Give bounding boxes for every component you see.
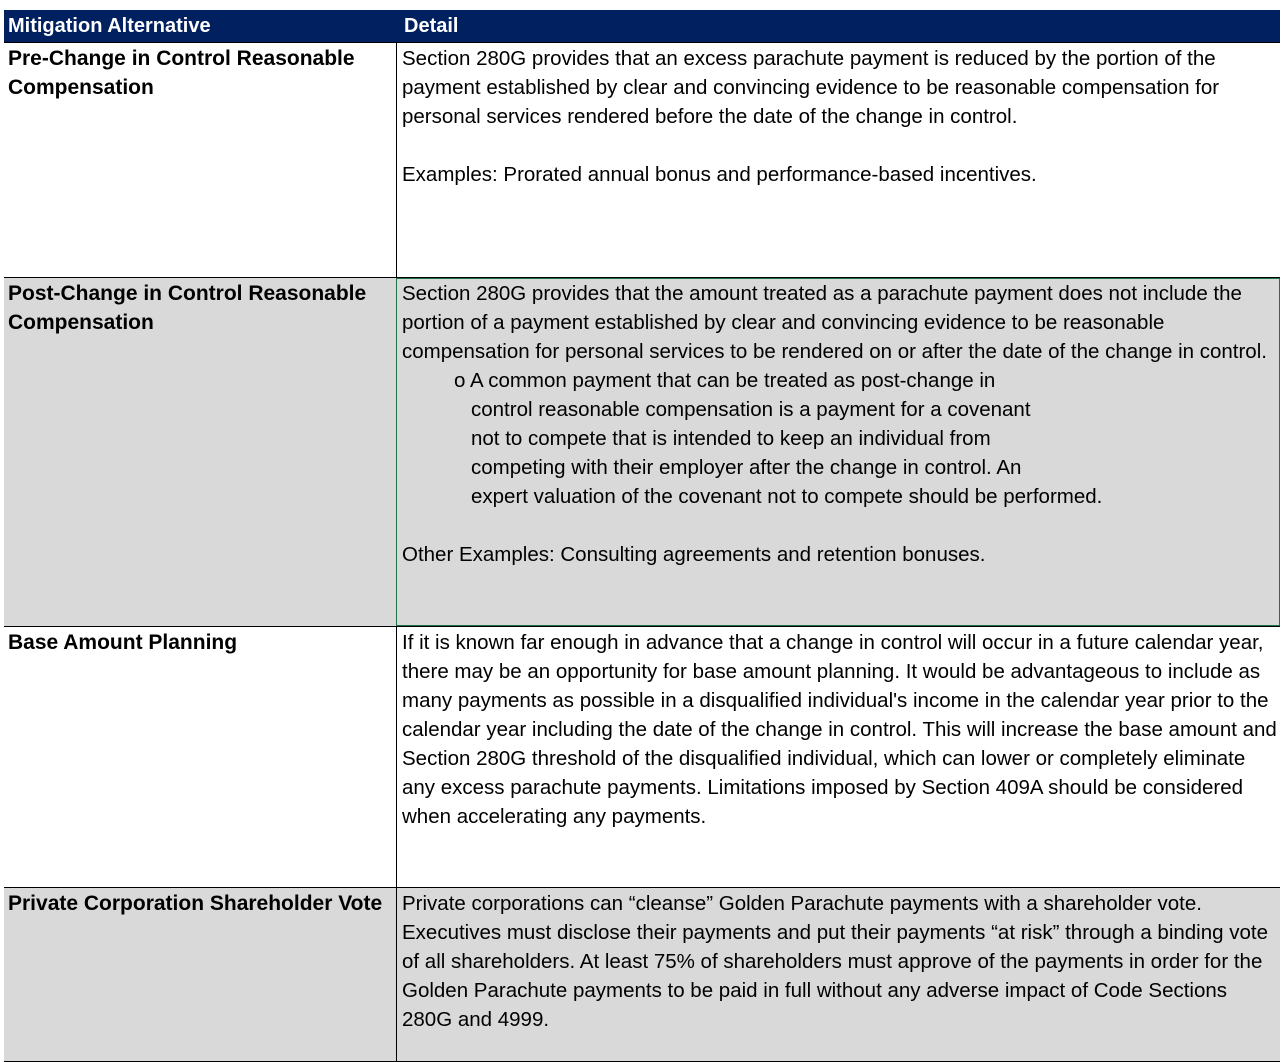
row-title-cell[interactable]: Post-Change in Control Reasonable Compensation (8, 282, 367, 334)
bullet-line: control reasonable compensation is a payment for a covenant (471, 398, 1031, 421)
table-row (4, 42, 1280, 277)
header-mitigation-alternative[interactable]: Mitigation Alternative (8, 15, 211, 37)
table-header-row (4, 10, 1280, 42)
bullet-line: competing with their employer after the change in control. An (471, 456, 1022, 479)
bullet-item (454, 366, 1184, 511)
row-title-cell[interactable]: Private Corporation Shareholder Vote (8, 892, 383, 915)
mitigation-table (4, 10, 1280, 1062)
examples-paragraph: Examples: Prorated annual bonus and performance-based incentives. (402, 163, 1037, 186)
detail-paragraph: If it is known far enough in advance that a change in control will occur in a future calendar year, there may be an opportunity for base amount planning. It would be advantageous to include as many payments as possible in a disqualified individual's income in the calendar year prior to the calendar year including the date of the change in control. This will increase the base amount and Section 280G threshold of the disqualified individual, which can lower or completely eliminate any excess parachute payments. Limitations imposed by Section 409A should be considered when accelerating any payments. (402, 631, 1277, 828)
row-detail-cell[interactable] (396, 43, 1280, 277)
row-detail-cell[interactable] (396, 888, 1280, 1061)
header-detail[interactable]: Detail (404, 15, 459, 37)
paragraph-gap (402, 131, 1280, 160)
row-title-cell[interactable]: Pre-Change in Control Reasonable Compensation (8, 47, 355, 99)
table-row (4, 626, 1280, 887)
bullet-line: expert valuation of the covenant not to compete should be performed. (471, 485, 1103, 508)
row-detail-cell[interactable] (396, 627, 1280, 887)
paragraph-gap (402, 511, 1280, 540)
bullet-line: o A common payment that can be treated as post-change in (454, 369, 996, 392)
row-title-cell[interactable]: Base Amount Planning (8, 631, 238, 654)
table-row (4, 887, 1280, 1062)
table-row (4, 277, 1280, 626)
row-detail-cell-selected[interactable] (396, 278, 1280, 626)
bullet-line: not to compete that is intended to keep an individual from (471, 427, 991, 450)
detail-paragraph: Section 280G provides that the amount treated as a parachute payment does not include the portion of a payment established by clear and convincing evidence to be reasonable compensation for personal services to be rendered on or after the date of the change in control. (402, 282, 1267, 363)
detail-paragraph: Section 280G provides that an excess parachute payment is reduced by the portion of the payment established by clear and convincing evidence to be reasonable compensation for personal services rendered before the date of the change in control. (402, 47, 1220, 128)
examples-paragraph: Other Examples: Consulting agreements and retention bonuses. (402, 543, 986, 566)
detail-paragraph: Private corporations can “cleanse” Golden Parachute payments with a shareholder vote. Executives must disclose their payments and put their payments “at risk” through a binding vote of all shareholders. At least 75% of shareholders must approve of the payments in order for the Golden Parachute payments to be paid in full without any adverse impact of Code Sections 280G and 4999. (402, 892, 1268, 1031)
